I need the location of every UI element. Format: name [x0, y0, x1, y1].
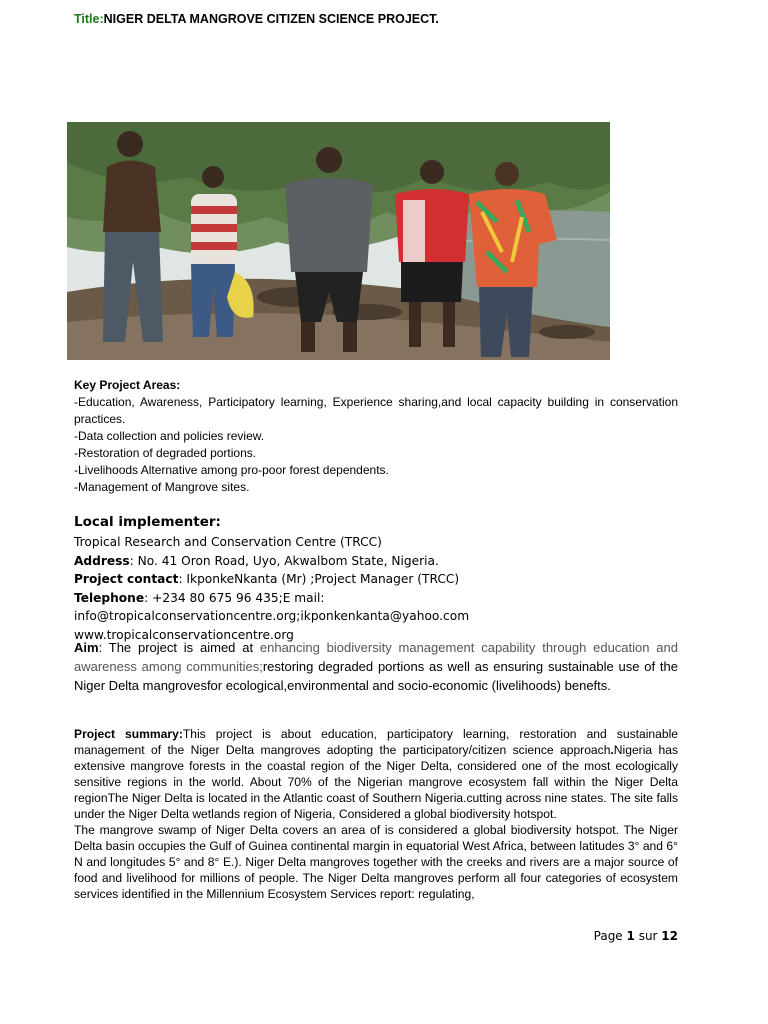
key-project-areas	[74, 377, 678, 496]
page-total: 12	[661, 929, 678, 943]
aim-label: Aim	[74, 640, 99, 655]
summary-text-1a: This project is about education, participatory learning, restoration and sustainable management of the Niger Delta mangroves adopting the participatory/citizen science approach	[74, 727, 678, 757]
project-photo	[67, 122, 610, 360]
implementer-contact	[74, 570, 678, 589]
summary-text-1c: Nigeria has extensive mangrove forests in the coastal region of the Niger Delta, considered one of the most ecologically sensitive regions in the world. About 70% of the Nigerian mangrove ecosystem fall within the Niger Delta region	[74, 743, 678, 805]
summary-paragraph-2: The mangrove swamp of Niger Delta covers an area of is considered a global biodiversity hotspot. The Niger Delta basin occupies the Gulf of Guinea continental margin in equatorial West Africa, between latitudes 3° and 6° N and longitudes 5° and 8° E.). Niger Delta mangroves together with the creeks and rivers are a major source of food and livelihood for millions of people. The Niger Delta mangroves perform all four categories of ecosystem services identified in the Millennium Ecosystem Services report: regulating,	[74, 823, 678, 901]
aim-paragraph	[74, 638, 678, 695]
aim-text-3: restoring degraded portions as well as ensuring sustainable use of the Niger Delta mangrovesfor ecological,environmental and socio-economic (livelihoods) benefts.	[74, 659, 679, 693]
telephone-value: : +234 80 675 96 435;E mail: info@tropicalconservationcentre.org;ikponkenkanta@yahoo.com	[74, 590, 470, 623]
title-text: NIGER DELTA MANGROVE CITIZEN SCIENCE PROJECT.	[103, 12, 439, 26]
key-area-item: -Livelihoods Alternative among pro-poor forest dependents.	[74, 463, 389, 477]
page-prefix: Page	[593, 929, 627, 943]
telephone-label: Telephone	[74, 590, 145, 605]
key-areas-heading: Key Project Areas:	[74, 378, 181, 392]
summary-paragraph-1	[74, 726, 678, 822]
project-summary	[74, 726, 678, 902]
summary-label: Project summary:	[74, 727, 183, 741]
implementer-telephone	[74, 589, 678, 626]
key-area-item: -Restoration of degraded portions.	[74, 446, 257, 460]
contact-value: : IkponkeNkanta (Mr) ;Project Manager (TRCC)	[178, 572, 460, 586]
group-photo-image	[67, 122, 610, 360]
title-label: Title:	[74, 12, 104, 26]
contact-label: Project contact	[74, 572, 179, 586]
implementer-heading: Local implementer:	[74, 514, 221, 530]
implementer-address	[74, 552, 678, 571]
key-area-item: -Education, Awareness, Participatory learning, Experience sharing,and local capacity building in conservation practices.	[74, 395, 678, 426]
aim-text-2: enhancing biodiversity management capability through education and awareness among communities;	[74, 640, 679, 674]
local-implementer	[74, 513, 678, 644]
summary-text-1b: .	[610, 743, 614, 757]
key-area-item: -Management of Mangrove sites.	[74, 480, 250, 494]
page-middle: sur	[634, 929, 662, 943]
aim-text-1: : The project is aimed at	[98, 640, 260, 655]
key-area-item: -Data collection and policies review.	[74, 429, 265, 443]
implementer-website: www.tropicalconservationcentre.org	[74, 627, 294, 642]
page-number	[594, 929, 678, 943]
summary-text-1d: The Niger Delta is located in the Atlantic coast of Southern Nigeria.cutting across nine states. The site falls under the Niger Delta wetlands region of Nigeria, Considered a global biodiversity hotspot.	[74, 791, 678, 821]
address-label: Address	[74, 553, 130, 568]
implementer-org: Tropical Research and Conservation Centre (TRCC)	[74, 535, 382, 549]
document-title	[74, 12, 439, 26]
address-value: : No. 41 Oron Road, Uyo, Akwalbom State, Nigeria.	[129, 553, 439, 568]
page-current: 1	[626, 929, 635, 943]
